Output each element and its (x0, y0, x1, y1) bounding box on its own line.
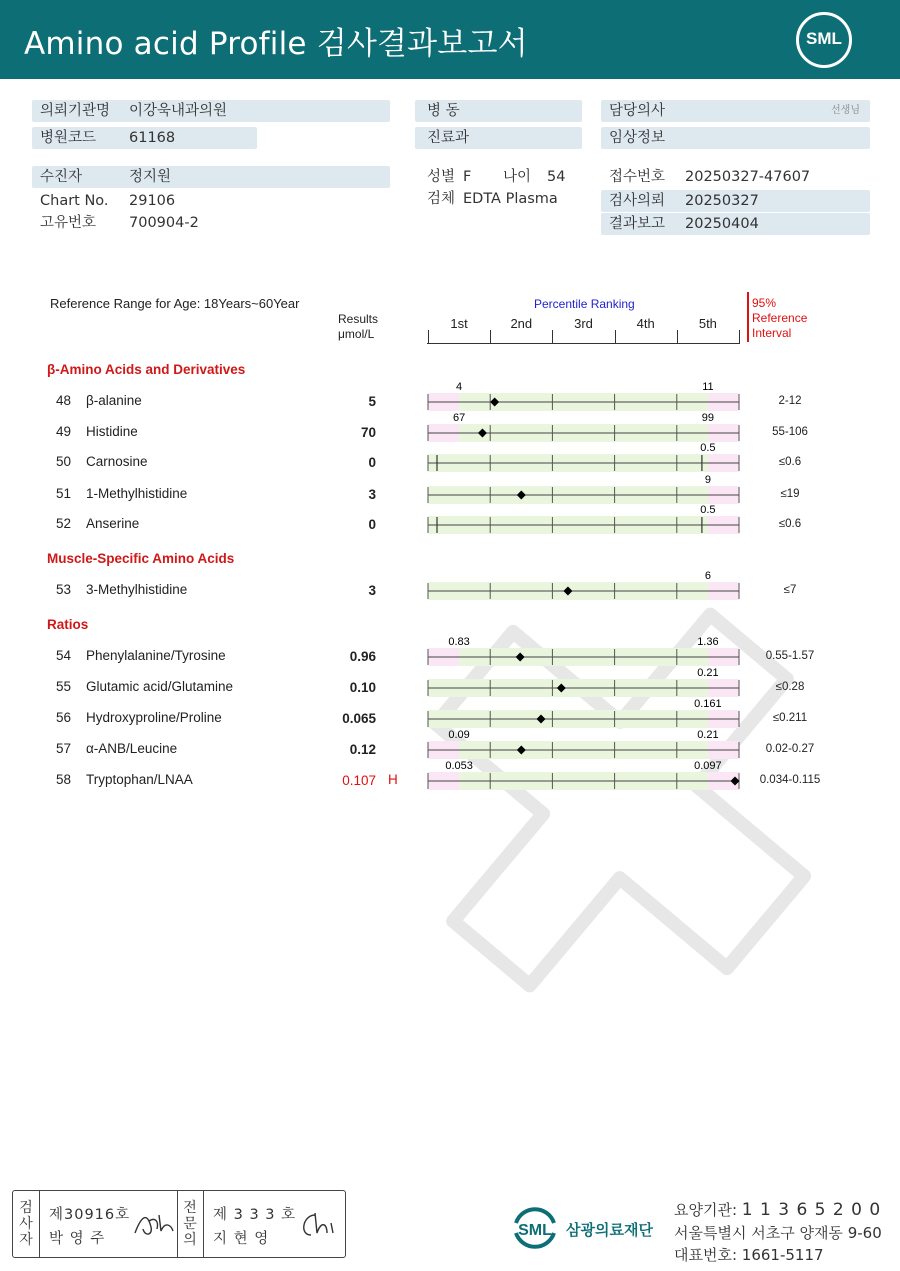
reference-interval: ≤0.28 (775, 681, 805, 693)
high-out-of-range-band (708, 486, 739, 504)
percentile-row (428, 381, 739, 411)
reference-band (428, 454, 708, 472)
reference-interval: 0.02-0.27 (765, 743, 815, 755)
percentile-label: 5th (698, 316, 717, 331)
specimen-value: EDTA Plasma (463, 191, 558, 207)
section-title: Muscle-Specific Amino Acids (47, 551, 235, 566)
ward-field (415, 100, 582, 122)
ref-high-label: 0.161 (694, 698, 722, 710)
ref-high-label: 9 (704, 474, 711, 486)
sex-label: 성별 (427, 169, 456, 185)
reference-interval: ≤7 (783, 584, 797, 596)
analyte-name: Tryptophan/LNAA (86, 772, 193, 787)
specialist-name: 지 현 영 (213, 1231, 270, 1247)
reference-interval: ≤19 (780, 488, 800, 500)
ref-high-label: 0.21 (697, 729, 719, 741)
ref-high-label: 11 (702, 381, 714, 393)
specialist-license: 제 3 3 3 호 (213, 1207, 297, 1223)
signature-box (12, 1190, 346, 1258)
unique-id-value: 700904-2 (129, 215, 199, 231)
row-number: 51 (56, 486, 72, 501)
reference-interval: 2-12 (778, 395, 802, 407)
dept-label: 진료과 (427, 130, 470, 146)
unit-label: μmol/L (338, 327, 375, 341)
sex-age-field (415, 166, 590, 188)
institution-code (674, 1199, 881, 1220)
specialist-label-char: 문 (183, 1216, 197, 1232)
hospital-code-label: 병원코드 (40, 130, 97, 146)
report-date-field (601, 213, 870, 235)
row-number: 48 (56, 393, 72, 408)
divider (203, 1191, 204, 1257)
chart-no-value: 29106 (129, 193, 176, 209)
percentile-row (428, 412, 739, 442)
analyte-name: Histidine (86, 424, 138, 439)
reference-band (428, 486, 708, 504)
analyte-name: Carnosine (86, 454, 148, 469)
specialist-label-char: 의 (183, 1232, 197, 1248)
patient-value: 정지원 (129, 169, 172, 185)
hospital-code-field (32, 127, 257, 149)
percentile-tick (552, 330, 553, 344)
receipt-value: 20250327-47607 (685, 169, 811, 185)
reference-interval: 55-106 (772, 426, 808, 438)
ref-high-label: 0.5 (700, 504, 716, 516)
hospital-field (32, 100, 390, 122)
percentile-axis (427, 343, 739, 344)
report-date-label: 결과보고 (609, 216, 666, 232)
reference-range-header: Reference Range for Age: 18Years~60Year (50, 296, 300, 311)
foundation-logo-icon (510, 1203, 560, 1253)
reference-interval: 0.034-0.115 (759, 774, 821, 786)
result-marker (490, 398, 499, 407)
specimen-label: 검체 (427, 191, 456, 207)
inspector-label-char: 자 (19, 1232, 33, 1248)
ref-high-label: 6 (704, 570, 711, 582)
low-out-of-range-band (428, 424, 459, 442)
analyte-name: Anserine (86, 516, 140, 531)
analyte-name: Hydroxyproline/Proline (86, 710, 222, 725)
percentile-row (428, 474, 739, 504)
result-value: 0.12 (349, 742, 376, 757)
row-number: 58 (56, 772, 72, 787)
institution-code-value: 1 1 3 6 5 2 0 0 (741, 1200, 882, 1220)
ref-low-label: 0.053 (445, 760, 473, 772)
sml-logo (796, 12, 852, 68)
result-value: 0.107 (342, 773, 376, 788)
result-value: 0.96 (349, 649, 376, 664)
inspector-signature (131, 1207, 175, 1241)
doctor-suffix: 선생님 (831, 105, 860, 116)
inspector-license: 제30916호 (49, 1207, 131, 1223)
high-out-of-range-band (708, 424, 739, 442)
ref-high-label: 0.097 (694, 760, 722, 772)
high-out-of-range-band (708, 516, 739, 534)
inspector-name: 박 영 주 (49, 1231, 106, 1247)
unique-id-field (32, 212, 390, 234)
analyte-name: 3-Methylhistidine (86, 582, 188, 597)
low-out-of-range-band (428, 393, 459, 411)
background-watermark (360, 560, 880, 1080)
percentile-tick (428, 330, 429, 344)
result-value: 0.065 (342, 711, 376, 726)
analyte-name: Glutamic acid/Glutamine (86, 679, 234, 694)
institution-code-label: 요양기관: (674, 1201, 738, 1219)
row-number: 55 (56, 679, 72, 694)
result-marker (517, 491, 526, 500)
percentile-tick (677, 330, 678, 344)
report-header (0, 0, 900, 79)
inspector-label-char: 검 (19, 1200, 33, 1216)
age-label: 나이 (503, 169, 532, 185)
result-value: 0 (368, 455, 376, 470)
row-number: 54 (56, 648, 72, 663)
ri-divider (747, 292, 749, 342)
ref-high-label: 1.36 (697, 636, 719, 648)
percentile-label: 2nd (510, 316, 533, 331)
phone-label: 대표번호: (674, 1246, 738, 1264)
clinical-field (601, 127, 870, 149)
specialist-label (177, 1191, 203, 1257)
request-date-field (601, 190, 870, 212)
receipt-label: 접수번호 (609, 169, 666, 185)
ref-high-label: 0.5 (700, 442, 716, 454)
doctor-label: 담당의사 (609, 103, 666, 119)
high-flag: H (388, 772, 398, 787)
foundation-address: 서울특별시 서초구 양재동 9-60 (674, 1224, 882, 1242)
divider (39, 1191, 40, 1257)
result-marker (478, 429, 487, 438)
ref-low-label: 67 (452, 412, 466, 424)
result-value: 3 (368, 487, 376, 502)
percentile-tick (615, 330, 616, 344)
specialist-signature (295, 1207, 339, 1241)
unique-id-label: 고유번호 (40, 215, 97, 231)
analyte-name: 1-Methylhistidine (86, 486, 188, 501)
hospital-code-value: 61168 (129, 130, 176, 146)
chart-no-label: Chart No. (40, 193, 109, 209)
ri-header-line2: Reference (752, 311, 808, 325)
percentile-label: 3rd (574, 316, 593, 331)
row-number: 52 (56, 516, 72, 531)
inspector-label (13, 1191, 39, 1257)
result-value: 0 (368, 517, 376, 532)
ref-low-label: 0.09 (448, 729, 470, 741)
percentile-tick (739, 330, 740, 344)
specialist-label-char: 전 (183, 1200, 197, 1216)
dept-field (415, 127, 582, 149)
row-number: 53 (56, 582, 72, 597)
percentile-title: Percentile Ranking (534, 297, 635, 311)
phone-value: 1661-5117 (741, 1246, 824, 1264)
analyte-name: α-ANB/Leucine (86, 741, 178, 756)
reference-band (459, 424, 708, 442)
ri-header (752, 296, 807, 341)
report-title: Amino acid Profile 검사결과보고서 (24, 26, 528, 62)
reference-interval: ≤0.6 (778, 456, 802, 468)
percentile-row (428, 504, 739, 534)
section-title: β-Amino Acids and Derivatives (47, 362, 246, 377)
ward-label: 병 동 (427, 103, 460, 119)
results-label: Results (338, 312, 379, 326)
receipt-field (601, 166, 870, 188)
hospital-value: 이강욱내과의원 (129, 103, 228, 119)
foundation-logo-text: SML (518, 1222, 552, 1239)
ref-high-label: 99 (701, 412, 715, 424)
patient-label: 수진자 (40, 169, 83, 185)
results-header (338, 312, 378, 342)
doctor-field (601, 100, 870, 122)
percentile-row (428, 442, 739, 472)
clinical-label: 임상정보 (609, 130, 666, 146)
reference-interval: ≤0.6 (778, 518, 802, 530)
percentile-label: 4th (636, 316, 655, 331)
age-value: 54 (547, 169, 566, 185)
reference-band (459, 393, 708, 411)
sex-value: F (463, 169, 472, 185)
chart-no-field (32, 190, 390, 212)
percentile-tick (490, 330, 491, 344)
ref-low-label: 0.83 (448, 636, 470, 648)
logo-text: SML (806, 29, 842, 48)
ri-header-line3: Interval (752, 326, 792, 340)
request-date-value: 20250327 (685, 193, 759, 209)
high-out-of-range-band (708, 393, 739, 411)
hospital-label: 의뢰기관명 (40, 103, 111, 119)
row-number: 50 (56, 454, 72, 469)
reference-band (428, 516, 708, 534)
ref-high-label: 0.21 (697, 667, 719, 679)
request-date-label: 검사의뢰 (609, 193, 666, 209)
row-number: 56 (56, 710, 72, 725)
reference-interval: ≤0.211 (772, 712, 808, 724)
row-number: 57 (56, 741, 72, 756)
percentile-label: 1st (450, 316, 468, 331)
row-number: 49 (56, 424, 72, 439)
result-value: 5 (368, 394, 376, 409)
foundation-phone (674, 1244, 824, 1265)
reference-interval: 0.55-1.57 (765, 650, 815, 662)
ref-low-label: 4 (456, 381, 463, 393)
ri-header-line1: 95% (752, 296, 777, 310)
analyte-name: β-alanine (86, 393, 142, 408)
result-value: 3 (368, 583, 376, 598)
analyte-name: Phenylalanine/Tyrosine (86, 648, 226, 663)
section-title: Ratios (47, 617, 89, 632)
inspector-label-char: 사 (19, 1216, 33, 1232)
high-out-of-range-band (708, 454, 739, 472)
report-date-value: 20250404 (685, 216, 759, 232)
patient-field (32, 166, 390, 188)
foundation-name: 삼광의료재단 (566, 1221, 653, 1239)
specimen-field (415, 188, 590, 210)
result-value: 0.10 (349, 680, 376, 695)
result-value: 70 (360, 425, 376, 440)
